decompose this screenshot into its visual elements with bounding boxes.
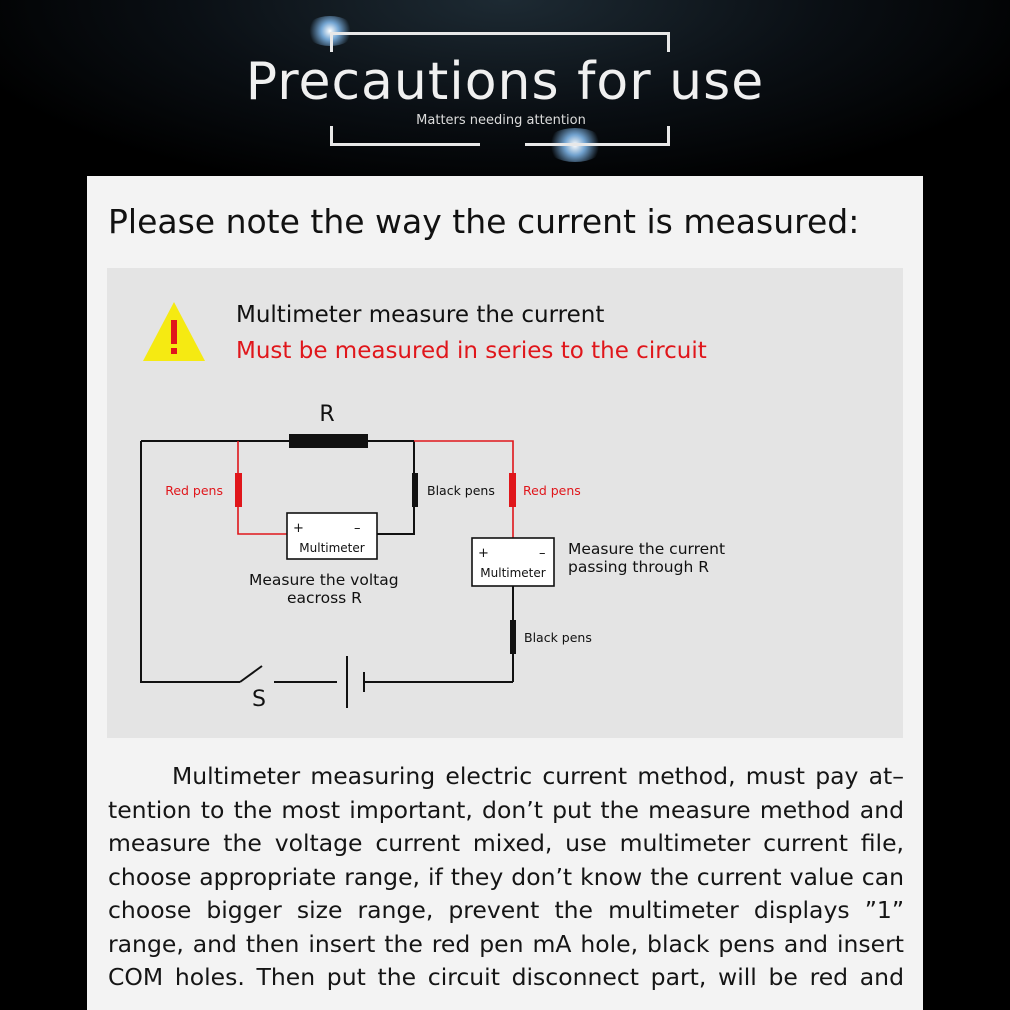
voltage-caption-line1: Measure the voltag <box>249 571 399 589</box>
warning-title: Multimeter measure the current <box>236 302 605 328</box>
black-wires <box>141 441 513 682</box>
frame-top <box>330 32 670 35</box>
paragraph-line: measure the voltage current mixed, use multimeter current file, <box>108 829 904 857</box>
black-pens-bottom-label: Black pens <box>524 630 592 645</box>
section-heading: Please note the way the current is measured: <box>108 202 860 241</box>
warning-subtitle: Must be measured in series to the circuit <box>236 338 707 364</box>
red-pens-left-label: Red pens <box>165 483 223 498</box>
switch-blade <box>240 666 262 682</box>
paragraph-line: COM holes. Then put the circuit disconnect part, will be red and <box>108 963 904 991</box>
meter-right-label: Multimeter <box>480 566 546 580</box>
current-caption-line1: Measure the current <box>568 540 726 558</box>
frame-top-left <box>330 32 333 52</box>
switch-label: S <box>252 687 266 712</box>
frame-bottom-line-left <box>330 143 480 146</box>
frame-bottom-line-right <box>525 143 670 146</box>
red-probe-right <box>509 473 516 507</box>
page-subtitle: Matters needing attention <box>416 113 586 128</box>
header-banner <box>0 0 1010 176</box>
black-pens-top-label: Black pens <box>427 483 495 498</box>
resistor-label: R <box>319 402 335 427</box>
page-title: Precautions for use <box>245 52 765 112</box>
paragraph-line: Multimeter measuring electric current method, must pay at– <box>172 762 904 790</box>
black-probe-top <box>412 473 418 507</box>
paragraph-line: choose appropriate range, if they don’t know the current value can <box>108 862 904 891</box>
meter-right-plus: + <box>478 546 489 561</box>
meter-left-label: Multimeter <box>299 541 365 555</box>
current-caption-line2: passing through R <box>568 558 709 576</box>
paragraph-line: tention to the most important, don’t put the measure method and <box>108 795 904 824</box>
black-probe-bottom <box>510 620 516 654</box>
voltage-caption-line2: eacross R <box>287 589 362 607</box>
red-pens-right-label: Red pens <box>523 483 581 498</box>
meter-left-plus: + <box>293 521 304 536</box>
red-probe-left <box>235 473 242 507</box>
paragraph-line: range, and then insert the red pen mA hole, black pens and insert <box>108 929 904 958</box>
resistor <box>289 434 368 448</box>
frame-top-right <box>667 32 670 52</box>
warning-triangle-icon <box>143 302 205 361</box>
instruction-paragraph <box>108 760 904 995</box>
paragraph-line: choose bigger size range, prevent the multimeter displays ”1” <box>108 896 904 924</box>
meter-left-minus: – <box>354 521 361 536</box>
meter-right-minus: – <box>539 546 546 561</box>
